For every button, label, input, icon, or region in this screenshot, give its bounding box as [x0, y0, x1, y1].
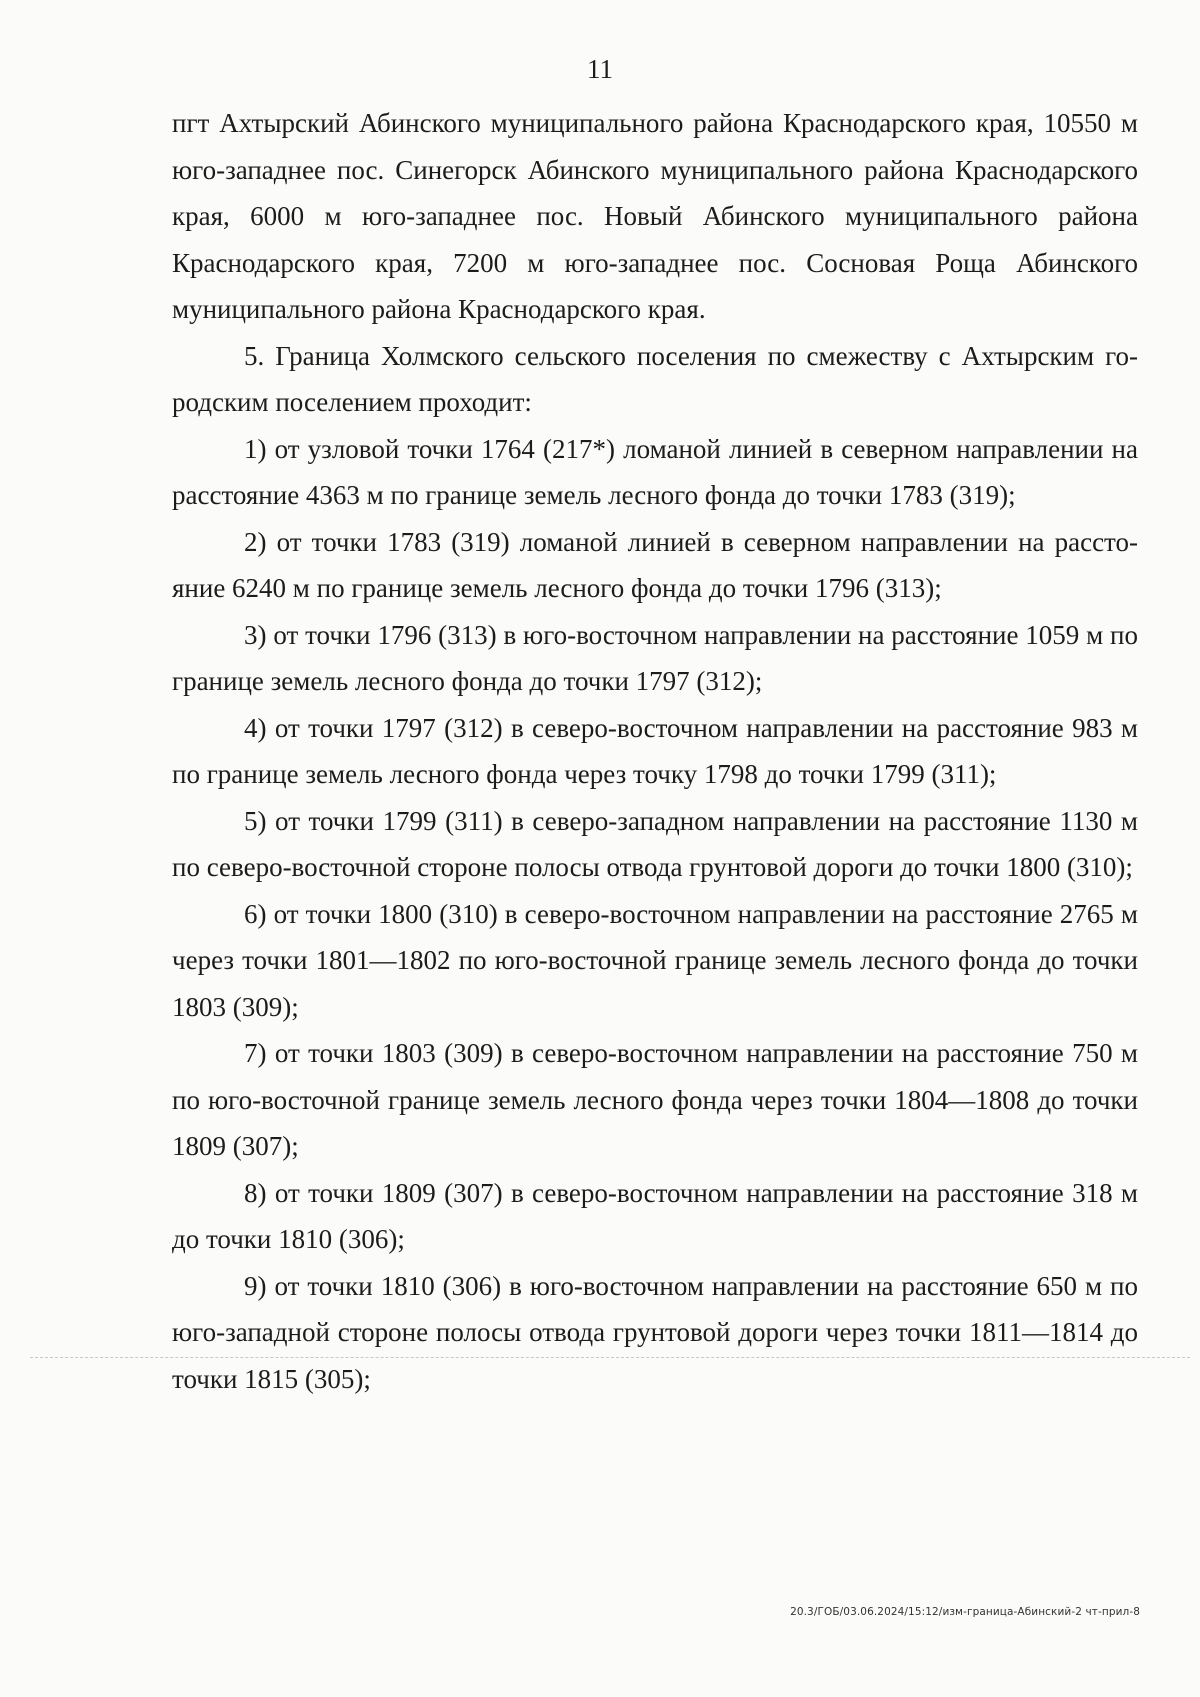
scan-artifact-line: [30, 1357, 1190, 1358]
list-item-5: 5) от точки 1799 (311) в северо-западном направлении на расстояние 1130 м по северо-восточной стороне полосы отвода грунтовой дороги до точки 1800 (310);: [172, 805, 1138, 882]
list-item-7: 7) от точки 1803 (309) в северо-восточном направлении на расстояние 750 м по юго-восточной границе земель лесного фонда через точки 1804—1808 до точки 1809 (307);: [172, 1038, 1138, 1161]
list-item-1: 1) от узловой точки 1764 (217*) ломаной линией в северном направлении на расстояние 4363 м по границе земель лесного фонда до точки 1783 (319);: [172, 433, 1138, 510]
document-body: [172, 100, 1138, 1402]
paragraph-continuation: пгт Ахтырский Абинского муниципального района Краснодарского края, 10550 м юго-западнее пос. Синегорск Абинского муниципального района Краснодарского края, 6000 м юго-западнее пос. Новый Абинского муниципального района Краснодарского края, 7200 м юго-западнее пос. Сосновая Роща Абинского муниципального района Краснодарского края.: [172, 108, 1138, 324]
page-number: 11: [587, 54, 613, 84]
list-item-4: 4) от точки 1797 (312) в северо-восточном направлении на расстояние 983 м по границе земель лесного фонда через точку 1798 до точки 1799 (311);: [172, 712, 1138, 789]
list-item-6: 6) от точки 1800 (310) в северо-восточном направлении на расстояние 2765 м через точки 1801—1802 по юго-восточной границе земель лесного фонда до точки 1803 (309);: [172, 898, 1138, 1022]
paragraph-section-5: 5. Граница Холмского сельского поселения по смежеству с Ахтырским городским поселением проходит:: [172, 340, 1138, 417]
list-item-8: 8) от точки 1809 (307) в северо-восточном направлении на расстояние 318 м до точки 1810 (306);: [172, 1177, 1138, 1254]
footer-document-code: 20.3/ГОБ/03.06.2024/15:12/изм-граница-Абинский-2 чт-прил-8: [790, 1606, 1140, 1618]
list-item-2: 2) от точки 1783 (319) ломаной линией в северном направлении на расстояние 6240 м по границе земель лесного фонда до точки 1796 (313);: [172, 526, 1138, 603]
list-item-9: 9) от точки 1810 (306) в юго-восточном направлении на расстояние 650 м по юго-западной стороне полосы отвода грунтовой дороги через точки 1811—1814 до точки 1815 (305);: [172, 1270, 1138, 1394]
list-item-3: 3) от точки 1796 (313) в юго-восточном направлении на расстояние 1059 м по границе земель лесного фонда до точки 1797 (312);: [172, 619, 1138, 696]
